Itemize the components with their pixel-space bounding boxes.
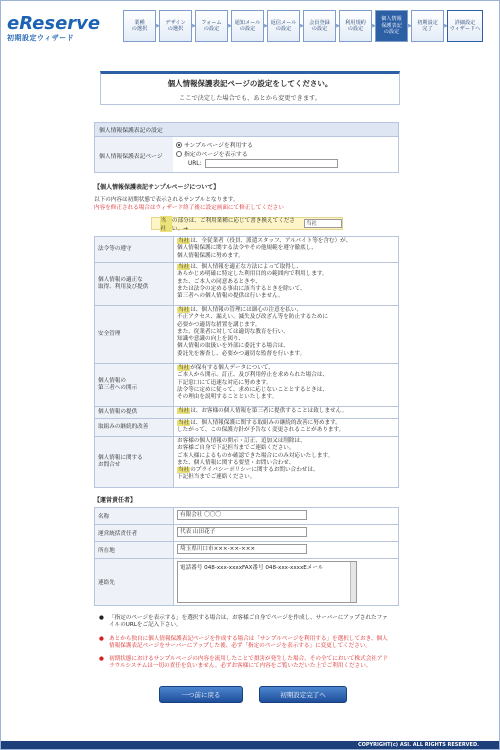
policy-row bbox=[95, 263, 398, 306]
policy-lead: 当社 bbox=[178, 420, 190, 426]
option-custom[interactable] bbox=[176, 149, 398, 158]
contact-textarea[interactable] bbox=[177, 561, 357, 603]
manager-table bbox=[94, 507, 399, 606]
sample-heading: 【個人情報保護表記サンプルページについて】 bbox=[94, 184, 220, 191]
manager-cell bbox=[173, 542, 398, 558]
sample-note: 以下の内容は初期状態で表示されるサンプルとなります。 bbox=[94, 197, 239, 203]
settings-box bbox=[94, 137, 399, 173]
policy-row bbox=[95, 237, 398, 263]
back-button-label: 一つ前に戻る bbox=[181, 690, 221, 699]
url-input[interactable] bbox=[205, 159, 338, 168]
policy-label: 法令等の遵守 bbox=[95, 237, 173, 262]
policy-label: 取組みの継続的改善 bbox=[95, 419, 173, 436]
policy-label: 安全管理 bbox=[95, 306, 173, 363]
logo-sub: 初期設定ウィザード bbox=[7, 34, 75, 42]
next-button-label: 初期設定完了へ bbox=[280, 690, 326, 699]
settings-options bbox=[173, 137, 398, 172]
next-button[interactable] bbox=[259, 686, 347, 703]
wizard-step[interactable] bbox=[339, 10, 372, 42]
contact-value: 電話番号 048-xxx-xxxxFAX番号 048-xxx-xxxxEメール bbox=[180, 565, 324, 571]
wizard-step[interactable] bbox=[411, 10, 444, 42]
wizard-step-label: 通知メール の設定 bbox=[234, 19, 261, 32]
manager-cell bbox=[173, 525, 398, 541]
contact-label: 連絡先 bbox=[95, 559, 173, 605]
policy-table bbox=[94, 236, 399, 488]
manager-input[interactable]: 埼玉県川口市×××-××-××× bbox=[177, 544, 307, 554]
note-text: あとから独自に個人情報保護表記ページを作成する場合は「サンプルページを利用する」を選択しておき、個人情報保護表記ページをサーバーにアップした後、必ず「指定のページを表示する」に変更してください。 bbox=[109, 635, 388, 649]
replace-word: 当社 bbox=[160, 216, 172, 232]
policy-text bbox=[173, 263, 398, 305]
wizard-steps bbox=[123, 10, 483, 42]
bullet-icon: ● bbox=[99, 656, 104, 663]
policy-lead: 当社 bbox=[178, 365, 190, 371]
bullet-icon: ● bbox=[99, 635, 104, 642]
contact-row bbox=[95, 559, 398, 605]
notes bbox=[99, 615, 389, 671]
wizard-step[interactable] bbox=[267, 10, 300, 42]
manager-row bbox=[95, 508, 398, 525]
policy-text bbox=[173, 419, 398, 436]
note-item bbox=[99, 636, 389, 651]
settings-section-title: 個人情報保護表記の設定 bbox=[94, 122, 399, 137]
policy-lead: 当社 bbox=[178, 238, 190, 244]
manager-row bbox=[95, 525, 398, 542]
policy-lead: 当社 bbox=[178, 408, 190, 414]
wizard-step-label: 利用規約 の設定 bbox=[345, 19, 366, 32]
wizard-step-label: 個人情報 保護表記 の設定 bbox=[381, 16, 402, 36]
manager-input[interactable]: 有限会社 〇〇〇 bbox=[177, 510, 307, 520]
wizard-step[interactable] bbox=[447, 10, 483, 42]
policy-body: は、お客様の個人情報を第三者に提供することは致しません。 bbox=[190, 408, 348, 414]
policy-text bbox=[173, 237, 398, 262]
policy-text bbox=[173, 306, 398, 363]
manager-cell bbox=[173, 508, 398, 524]
wizard-step[interactable] bbox=[159, 10, 192, 42]
policy-lead: 当社 bbox=[178, 307, 190, 313]
manager-input[interactable]: 代表 山田花子 bbox=[177, 527, 307, 537]
page-subtitle: ここで決定した場合でも、あとから変更できます。 bbox=[179, 95, 321, 102]
title-box bbox=[100, 71, 400, 105]
policy-label: 個人情報の 第三者への開示 bbox=[95, 364, 173, 406]
logo-main: eReserve bbox=[7, 13, 101, 34]
manager-label: 所在地 bbox=[95, 542, 173, 558]
policy-row bbox=[95, 437, 398, 487]
wizard-step[interactable] bbox=[231, 10, 264, 42]
note-text: 初期状態におけるサンプルページの内容を流用したことで損害が発生した場合、その全てにおいて株式会社アドラウルシステムは一切の責任を負いません。必ずお客様にて内容をご覧いただいた上でご利用ください。 bbox=[109, 656, 389, 670]
wizard-step[interactable] bbox=[195, 10, 228, 42]
footer: COPYRIGHT(c) ASI. ALL RIGHTS RESERVED. bbox=[1, 741, 499, 749]
manager-row bbox=[95, 542, 398, 559]
url-row bbox=[188, 159, 398, 168]
wizard-step[interactable] bbox=[123, 10, 156, 42]
policy-text bbox=[173, 364, 398, 406]
settings-label: 個人情報保護表記ページ bbox=[99, 154, 163, 160]
option-sample-label: サンプルページを利用する bbox=[184, 143, 253, 149]
contact-cell bbox=[173, 559, 398, 605]
header bbox=[1, 1, 499, 49]
option-custom-label: 指定のページを表示する bbox=[184, 152, 248, 158]
policy-body: は、個人情報の管理には細心の注意を払い、 不正アクセス、漏えい、滅失及び改ざん等を防止するために 必要かつ適切な措置を講じます。 また、従業者に対しては適切な教育を行い、 知識や意識の向上を図り、 個人情報の取扱いを外部に委託する場合は、 委託先を審査し、必要かつ適切な監督を行います。 bbox=[177, 307, 329, 357]
policy-label: 個人情報の提供 bbox=[95, 407, 173, 418]
contact-scrollbar[interactable] bbox=[350, 562, 356, 602]
manager-label: 運営統括責任者 bbox=[95, 525, 173, 541]
wizard-step-label: 業種 の選択 bbox=[131, 19, 148, 32]
policy-body: は、個人情報保護に関する取組みの継続的改善に努めます。 したがって、この保護方針が予告なく変更されることがあります。 bbox=[177, 420, 345, 434]
policy-label: 個人情報の適正な 取得、利用及び提供 bbox=[95, 263, 173, 305]
url-label: URL: bbox=[188, 160, 202, 167]
wizard-step-label: デザイン の選択 bbox=[165, 19, 186, 32]
manager-label: 名称 bbox=[95, 508, 173, 524]
replace-text: の部分は、ご利用業種に応じて書き換えてください。→ bbox=[171, 217, 295, 232]
note-item bbox=[99, 615, 389, 630]
policy-body: が保有する個人データについて、 ご本人から開示、訂正、及び利用停止を求められた場合は、 下記窓口にて迅速な対応に努めます。 法令等に定めに従って、求めに応じないこととするときは、 その理由を説明することといたします。 bbox=[177, 365, 329, 401]
wizard-step[interactable] bbox=[303, 10, 336, 42]
back-button[interactable] bbox=[159, 686, 243, 703]
wizard-step-label: 会員登録 の設定 bbox=[309, 19, 330, 32]
wizard-step-label: フォーム の設定 bbox=[201, 19, 222, 32]
note-text: 「指定のページを表示する」を選択する場合は、お客様ご自身でページを作成し、サーバーにアップされたファイルのURLをご記入下さい。 bbox=[109, 615, 388, 629]
policy-text bbox=[173, 407, 398, 418]
policy-lead: 当社 bbox=[178, 264, 190, 270]
policy-row bbox=[95, 419, 398, 437]
bullet-icon: ● bbox=[99, 615, 104, 621]
page-title: 個人情報保護表記ページの設定をしてください。 bbox=[167, 79, 333, 88]
logo bbox=[7, 7, 115, 43]
policy-row bbox=[95, 407, 398, 419]
option-sample[interactable] bbox=[176, 140, 398, 149]
policy-body: は、全従業者（役員、派遣スタッフ、アルバイト等を含む）が、 個人情報保護に関する法令やその他規範を遵守徹底し、 個人情報保護に努めます。 bbox=[177, 238, 352, 259]
policy-body: のプライバシーポリシーに関するお問い合わせは、 下記担当までご連絡ください。 bbox=[177, 467, 319, 481]
button-bar bbox=[159, 686, 499, 703]
wizard-step[interactable] bbox=[375, 10, 408, 42]
content bbox=[94, 122, 399, 606]
wizard-step-label: 初期設定 完了 bbox=[417, 19, 438, 32]
policy-lead: 当社 bbox=[178, 467, 190, 474]
replace-input[interactable]: 当社 bbox=[304, 219, 341, 228]
policy-body: お客様の個人情報の開示・訂正、追加又は削除は、 お客様ご自身で下記担当までご連絡ください。 ご本人様によるものか確認できた場合にのみ対応いたします。 また、個人情報に関する要望・お問い合わせ、 bbox=[177, 438, 334, 466]
note-item bbox=[99, 656, 389, 671]
wizard-step-label: 詳細設定 ウィザードへ bbox=[449, 19, 481, 32]
sample-warning: 内容を修正される場合はウィザード終了後に設定画面にて修正してください bbox=[94, 205, 284, 211]
radio-sample[interactable] bbox=[176, 142, 182, 148]
wizard-step-label: 返信メール の設定 bbox=[270, 19, 297, 32]
policy-body: は、個人情報を適正な方法によって取得し、 あらかじめ明確に特定した利用目的の範囲内で利用します。 また、ご本人の同意あるときや、 または法令の定める事由に該当するときを除いて、 第三者への個人情報の提供は行いません。 bbox=[177, 264, 328, 300]
radio-custom[interactable] bbox=[176, 151, 182, 157]
policy-text bbox=[173, 437, 398, 487]
replace-row bbox=[151, 217, 343, 230]
policy-label: 個人情報に関する お問合せ bbox=[95, 437, 173, 487]
policy-row bbox=[95, 306, 398, 364]
policy-row bbox=[95, 364, 398, 407]
manager-heading: 【運営責任者】 bbox=[94, 497, 137, 504]
